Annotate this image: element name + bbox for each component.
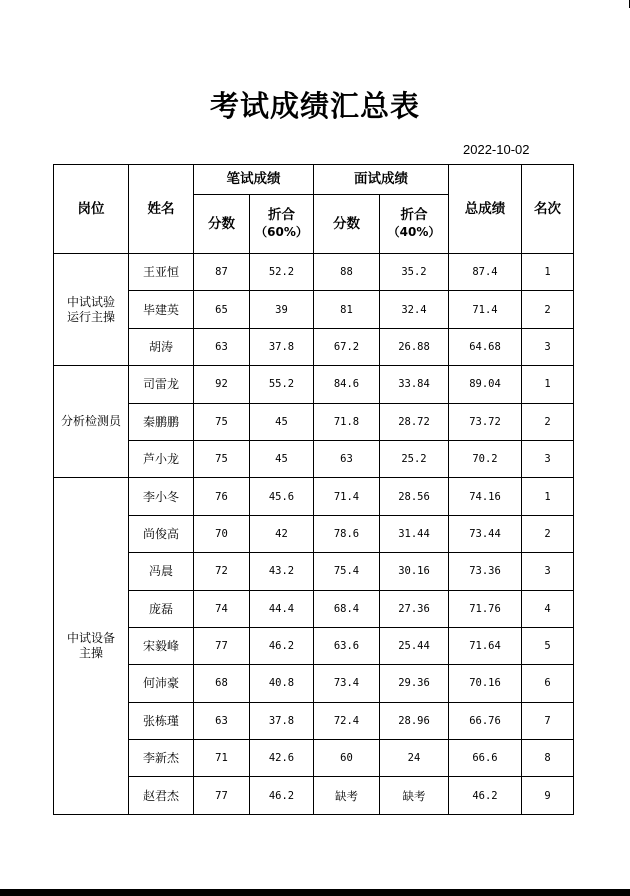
- total-score-cell: 70.16: [449, 665, 522, 702]
- written-score-cell: 74: [194, 590, 250, 627]
- interview-converted-cell: 28.72: [380, 403, 449, 440]
- header-written-score: 分数: [194, 195, 250, 254]
- name-cell: 冯晨: [129, 553, 194, 590]
- written-converted-cell: 37.8: [250, 328, 314, 365]
- written-score-cell: 76: [194, 478, 250, 515]
- table-row: [54, 777, 574, 815]
- interview-score-cell: 67.2: [314, 328, 380, 365]
- rank-cell: 5: [522, 627, 574, 664]
- position-group-cell: 中试试验运行主操: [54, 254, 129, 366]
- page-title: 考试成绩汇总表: [209, 89, 420, 123]
- table-row: [54, 702, 574, 739]
- written-converted-cell: 45: [250, 403, 314, 440]
- position-group-cell: 分析检测员: [54, 366, 129, 478]
- written-converted-cell: 44.4: [250, 590, 314, 627]
- name-cell: 赵君杰: [129, 777, 194, 815]
- interview-score-cell: 68.4: [314, 590, 380, 627]
- interview-score-cell: 84.6: [314, 366, 380, 403]
- name-cell: 毕建英: [129, 291, 194, 328]
- interview-score-cell: 71.4: [314, 478, 380, 515]
- interview-score-cell: 75.4: [314, 553, 380, 590]
- total-score-cell: 66.6: [449, 740, 522, 777]
- table-row: [54, 553, 574, 590]
- interview-score-cell: 71.8: [314, 403, 380, 440]
- header-written-percent: （60%）: [255, 225, 308, 239]
- interview-score-cell: 缺考: [314, 777, 380, 815]
- written-score-cell: 77: [194, 627, 250, 664]
- interview-converted-cell: 28.96: [380, 702, 449, 739]
- rank-cell: 2: [522, 403, 574, 440]
- interview-converted-cell: 25.44: [380, 627, 449, 664]
- written-converted-cell: 46.2: [250, 777, 314, 815]
- name-cell: 芦小龙: [129, 440, 194, 477]
- table-row: [54, 515, 574, 552]
- name-cell: 宋毅峰: [129, 627, 194, 664]
- interview-converted-cell: 缺考: [380, 777, 449, 815]
- table-row: [54, 440, 574, 477]
- interview-converted-cell: 26.88: [380, 328, 449, 365]
- total-score-cell: 66.76: [449, 702, 522, 739]
- name-cell: 李小冬: [129, 478, 194, 515]
- written-converted-cell: 37.8: [250, 702, 314, 739]
- table-row: [54, 328, 574, 365]
- total-score-cell: 73.44: [449, 515, 522, 552]
- written-score-cell: 77: [194, 777, 250, 815]
- interview-score-cell: 63.6: [314, 627, 380, 664]
- interview-converted-cell: 31.44: [380, 515, 449, 552]
- interview-converted-cell: 27.36: [380, 590, 449, 627]
- table-row: [54, 291, 574, 328]
- header-rank: 名次: [522, 165, 574, 254]
- rank-cell: 7: [522, 702, 574, 739]
- header-written: 笔试成绩: [194, 165, 314, 195]
- written-score-cell: 72: [194, 553, 250, 590]
- header-name: 姓名: [129, 165, 194, 254]
- interview-converted-cell: 25.2: [380, 440, 449, 477]
- name-cell: 王亚恒: [129, 254, 194, 291]
- written-score-cell: 65: [194, 291, 250, 328]
- bottom-rule: [0, 889, 630, 896]
- name-cell: 司雷龙: [129, 366, 194, 403]
- interview-score-cell: 63: [314, 440, 380, 477]
- written-score-cell: 92: [194, 366, 250, 403]
- written-score-cell: 63: [194, 702, 250, 739]
- table-row: [54, 590, 574, 627]
- rank-cell: 1: [522, 254, 574, 291]
- name-cell: 何沛豪: [129, 665, 194, 702]
- table-row: [54, 740, 574, 777]
- written-score-cell: 71: [194, 740, 250, 777]
- header-row: [54, 165, 574, 195]
- written-score-cell: 70: [194, 515, 250, 552]
- interview-converted-cell: 33.84: [380, 366, 449, 403]
- rank-cell: 4: [522, 590, 574, 627]
- interview-score-cell: 88: [314, 254, 380, 291]
- header-converted-label: 折合: [268, 207, 295, 223]
- written-converted-cell: 52.2: [250, 254, 314, 291]
- total-score-cell: 64.68: [449, 328, 522, 365]
- rank-cell: 3: [522, 328, 574, 365]
- total-score-cell: 70.2: [449, 440, 522, 477]
- rank-cell: 2: [522, 515, 574, 552]
- name-cell: 秦鹏鹏: [129, 403, 194, 440]
- interview-converted-cell: 35.2: [380, 254, 449, 291]
- name-cell: 尚俊高: [129, 515, 194, 552]
- total-score-cell: 74.16: [449, 478, 522, 515]
- name-cell: 李新杰: [129, 740, 194, 777]
- interview-converted-cell: 24: [380, 740, 449, 777]
- total-score-cell: 73.36: [449, 553, 522, 590]
- total-score-cell: 71.4: [449, 291, 522, 328]
- rank-cell: 3: [522, 553, 574, 590]
- name-cell: 张栋瑾: [129, 702, 194, 739]
- written-converted-cell: 46.2: [250, 627, 314, 664]
- table-row: [54, 627, 574, 664]
- written-converted-cell: 45: [250, 440, 314, 477]
- written-converted-cell: 43.2: [250, 553, 314, 590]
- total-score-cell: 71.64: [449, 627, 522, 664]
- header-position: 岗位: [54, 165, 129, 254]
- name-cell: 胡涛: [129, 328, 194, 365]
- interview-converted-cell: 29.36: [380, 665, 449, 702]
- written-converted-cell: 42.6: [250, 740, 314, 777]
- header-interview-percent: （40%）: [387, 225, 441, 239]
- interview-score-cell: 72.4: [314, 702, 380, 739]
- interview-score-cell: 60: [314, 740, 380, 777]
- rank-cell: 8: [522, 740, 574, 777]
- interview-converted-cell: 32.4: [380, 291, 449, 328]
- name-cell: 庞磊: [129, 590, 194, 627]
- rank-cell: 3: [522, 440, 574, 477]
- header-interview-score: 分数: [314, 195, 380, 254]
- interview-score-cell: 81: [314, 291, 380, 328]
- table-row: [54, 478, 574, 515]
- header-interview: 面试成绩: [314, 165, 449, 195]
- written-converted-cell: 45.6: [250, 478, 314, 515]
- total-score-cell: 87.4: [449, 254, 522, 291]
- total-score-cell: 89.04: [449, 366, 522, 403]
- header-written-converted: [250, 195, 314, 254]
- interview-score-cell: 78.6: [314, 515, 380, 552]
- total-score-cell: 71.76: [449, 590, 522, 627]
- header-interview-converted: [380, 195, 449, 254]
- header-converted-label: 折合: [400, 207, 428, 223]
- rank-cell: 1: [522, 366, 574, 403]
- written-score-cell: 63: [194, 328, 250, 365]
- report-date: 2022-10-02: [463, 142, 530, 157]
- rank-cell: 6: [522, 665, 574, 702]
- interview-converted-cell: 28.56: [380, 478, 449, 515]
- position-group-cell: 中试设备主操: [54, 478, 129, 815]
- table-row: [54, 366, 574, 403]
- rank-cell: 2: [522, 291, 574, 328]
- header-total: 总成绩: [449, 165, 522, 254]
- written-score-cell: 87: [194, 254, 250, 291]
- written-score-cell: 75: [194, 440, 250, 477]
- score-summary-table: [53, 164, 574, 815]
- written-converted-cell: 55.2: [250, 366, 314, 403]
- rank-cell: 9: [522, 777, 574, 815]
- total-score-cell: 73.72: [449, 403, 522, 440]
- written-converted-cell: 40.8: [250, 665, 314, 702]
- written-score-cell: 75: [194, 403, 250, 440]
- table-row: [54, 254, 574, 291]
- total-score-cell: 46.2: [449, 777, 522, 815]
- table-row: [54, 665, 574, 702]
- written-converted-cell: 42: [250, 515, 314, 552]
- written-converted-cell: 39: [250, 291, 314, 328]
- rank-cell: 1: [522, 478, 574, 515]
- interview-converted-cell: 30.16: [380, 553, 449, 590]
- table-row: [54, 403, 574, 440]
- interview-score-cell: 73.4: [314, 665, 380, 702]
- written-score-cell: 68: [194, 665, 250, 702]
